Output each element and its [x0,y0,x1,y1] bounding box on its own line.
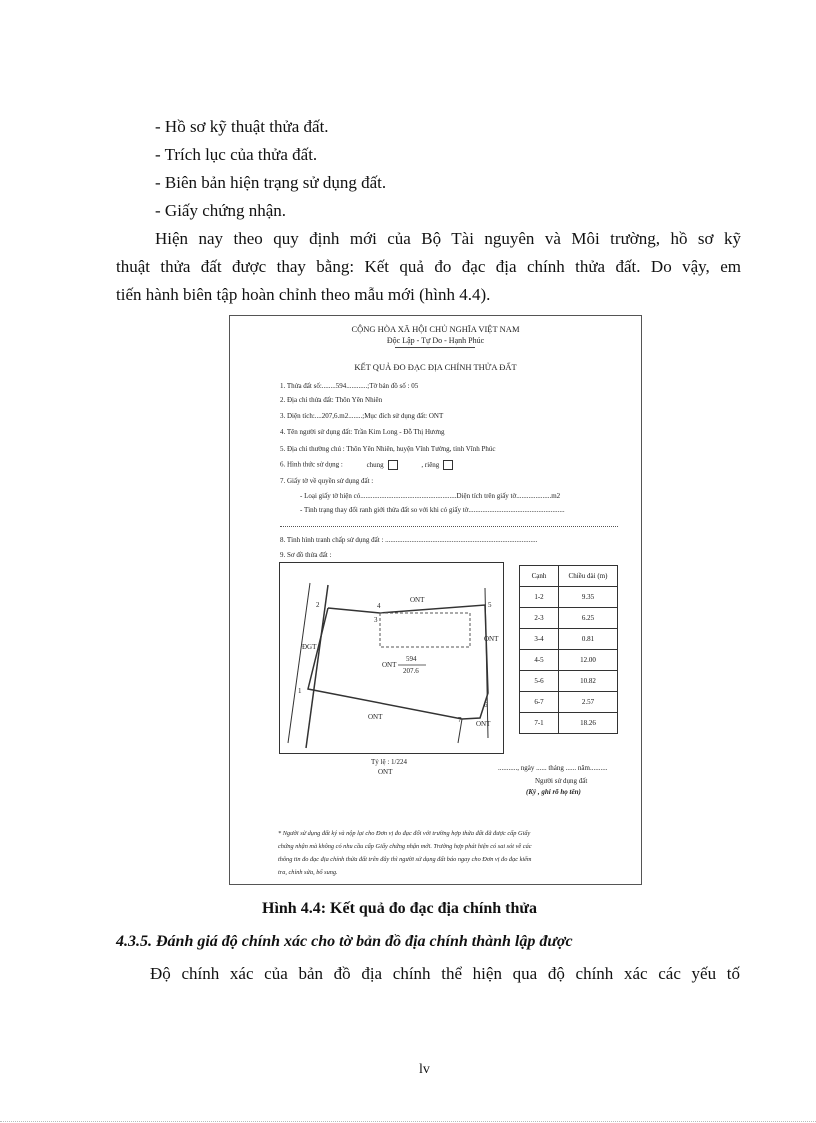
vertex-label-4: 4 [377,602,381,610]
parcel-sketch [279,562,504,754]
road-label: ĐGT [302,643,317,651]
form-note-1: * Người sử dụng đất ký và nộp lại cho Đơn vị đo đạc đối với trường hợp thửa đất đã được cấp Giấy [278,830,531,837]
vertex-label-2: 2 [316,601,320,609]
table-row [520,608,618,629]
parcel-number: 594 [406,655,417,663]
paragraph-line-1: Hiện nay theo quy định mới của Bộ Tài nguyên và Môi trường, hồ sơ kỹ [155,229,741,248]
table-row [520,629,618,650]
edge-cell: 6-7 [520,692,559,713]
neighbor-ont-bottom: ONT [368,713,383,721]
usage-shared-label: chung [366,460,384,469]
edge-cell: 7-1 [520,713,559,734]
bullet-4: - Giấy chứng nhận. [155,201,287,220]
parcel-sketch-svg [280,563,503,753]
form-header-nation: CỘNG HÒA XÃ HỘI CHỦ NGHĨA VIỆT NAM [351,324,520,334]
parcel-land-type: ONT [382,661,397,669]
form-item-7a: - Loại giấy tờ hiện có.......................................................Diện tích trên giấy tờ....................m2 [300,492,561,500]
form-note-3: thông tin đo đạc địa chính thửa đất trên đây thì người sử dụng đất báo ngay cho Đơn vị đo đạc kiểm [278,856,532,863]
page-number: lv [419,1062,430,1077]
length-cell: 10.82 [559,671,618,692]
paragraph-2: Độ chính xác của bản đồ địa chính thể hiện qua độ chính xác các yếu tố [150,964,740,983]
form-item-4: 4. Tên người sử dụng đất: Trần Kim Long - Đỗ Thị Hương [280,428,445,436]
vertex-label-5: 5 [488,601,492,609]
neighbor-ont-bottom-right: ONT [476,720,491,728]
table-row [520,587,618,608]
form-item-8: 8. Tình hình tranh chấp sử dụng đất : ....................................................................................... [280,536,538,544]
usage-shared-checkbox [388,460,398,470]
length-cell: 6.25 [559,608,618,629]
section-heading: 4.3.5. Đánh giá độ chính xác cho tờ bản đồ địa chính thành lập được [116,933,573,950]
neighbor-ont-top: ONT [410,596,425,604]
form-header-motto: Độc Lập - Tự Do - Hạnh Phúc [386,336,485,345]
neighbor-ont-right: ONT [484,635,499,643]
bullet-2: - Trích lục của thửa đất. [155,145,318,164]
length-cell: 18.26 [559,713,618,734]
form-item-9: 9. Sơ đồ thửa đất : [280,551,332,559]
length-cell: 0.81 [559,629,618,650]
edge-cell: 3-4 [520,629,559,650]
table-header-length: Chiều dài (m) [559,566,618,587]
sketch-scale: Tỷ lệ : 1/224 [371,758,407,766]
vertex-label-3: 3 [374,616,378,624]
length-cell: 9.35 [559,587,618,608]
form-note-2: chứng nhận mà không có nhu cầu cấp Giấy chứng nhận mới. Trường hợp phát hiện có sai sót về các [278,843,532,850]
form-title: KẾT QUẢ ĐO ĐẠC ĐỊA CHÍNH THỬA ĐẤT [354,362,517,372]
signer-label: Người sử dụng đất [535,777,588,785]
vertex-label-1: 1 [298,687,302,695]
edge-length-table [519,565,618,734]
cadastral-form-figure [229,315,642,885]
form-item-6-label: 6. Hình thức sử dụng : [280,460,343,469]
form-item-6 [280,460,453,470]
bullet-1: - Hồ sơ kỹ thuật thửa đất. [155,117,329,136]
edge-cell: 1-2 [520,587,559,608]
parcel-area: 207.6 [403,667,419,675]
table-row [520,671,618,692]
vertex-label-7: 7 [458,716,462,724]
table-row [520,713,618,734]
table-row [520,692,618,713]
form-item-2: 2. Địa chỉ thửa đất: Thôn Yên Nhiên [280,396,383,404]
signer-note: (Ký , ghi rõ họ tên) [526,788,581,796]
form-item-1: 1. Thửa đất số:........594............;Tờ bản đồ số : 05 [280,382,419,390]
page-bottom-border [0,1121,816,1122]
edge-cell: 5-6 [520,671,559,692]
paragraph-line-2: thuật thửa đất được thay bằng: Kết quả đo đạc địa chính thửa đất. Do vậy, em [116,257,741,276]
usage-private-label: , riêng [421,460,440,469]
form-item-7b: - Tình trạng thay đổi ranh giới thửa đất so với khi có giấy tờ....................................................... [300,506,565,514]
figure-caption: Hình 4.4: Kết quả đo đạc địa chính thửa [262,900,537,917]
form-item-7: 7. Giấy tờ về quyền sử dụng đất : [280,477,374,485]
paragraph-line-3: tiến hành biên tập hoàn chỉnh theo mẫu mới (hình 4.4). [116,285,491,304]
table-row [520,650,618,671]
edge-cell: 4-5 [520,650,559,671]
vertex-label-6: 6 [484,701,488,709]
form-item-3: 3. Diện tích:....207,6.m2........;Mục đích sử dụng đất: ONT [280,412,444,420]
table-header-edge: Cạnh [520,566,559,587]
form-note-4: tra, chỉnh sửa, bổ sung. [278,869,338,876]
usage-private-checkbox [443,460,453,470]
edge-cell: 2-3 [520,608,559,629]
length-cell: 2.57 [559,692,618,713]
date-line: ..........., ngày ...... tháng ...... năm.......... [498,764,608,772]
sketch-scale-ont: ONT [378,768,393,776]
bullet-3: - Biên bản hiện trạng sử dụng đất. [155,173,387,192]
motto-underline [395,347,475,348]
dotted-line [280,526,618,527]
length-cell: 12.00 [559,650,618,671]
form-item-5: 5. Địa chỉ thường chú : Thôn Yên Nhiên, huyện Vĩnh Tường, tỉnh Vĩnh Phúc [280,445,496,453]
table-header-row [520,566,618,587]
